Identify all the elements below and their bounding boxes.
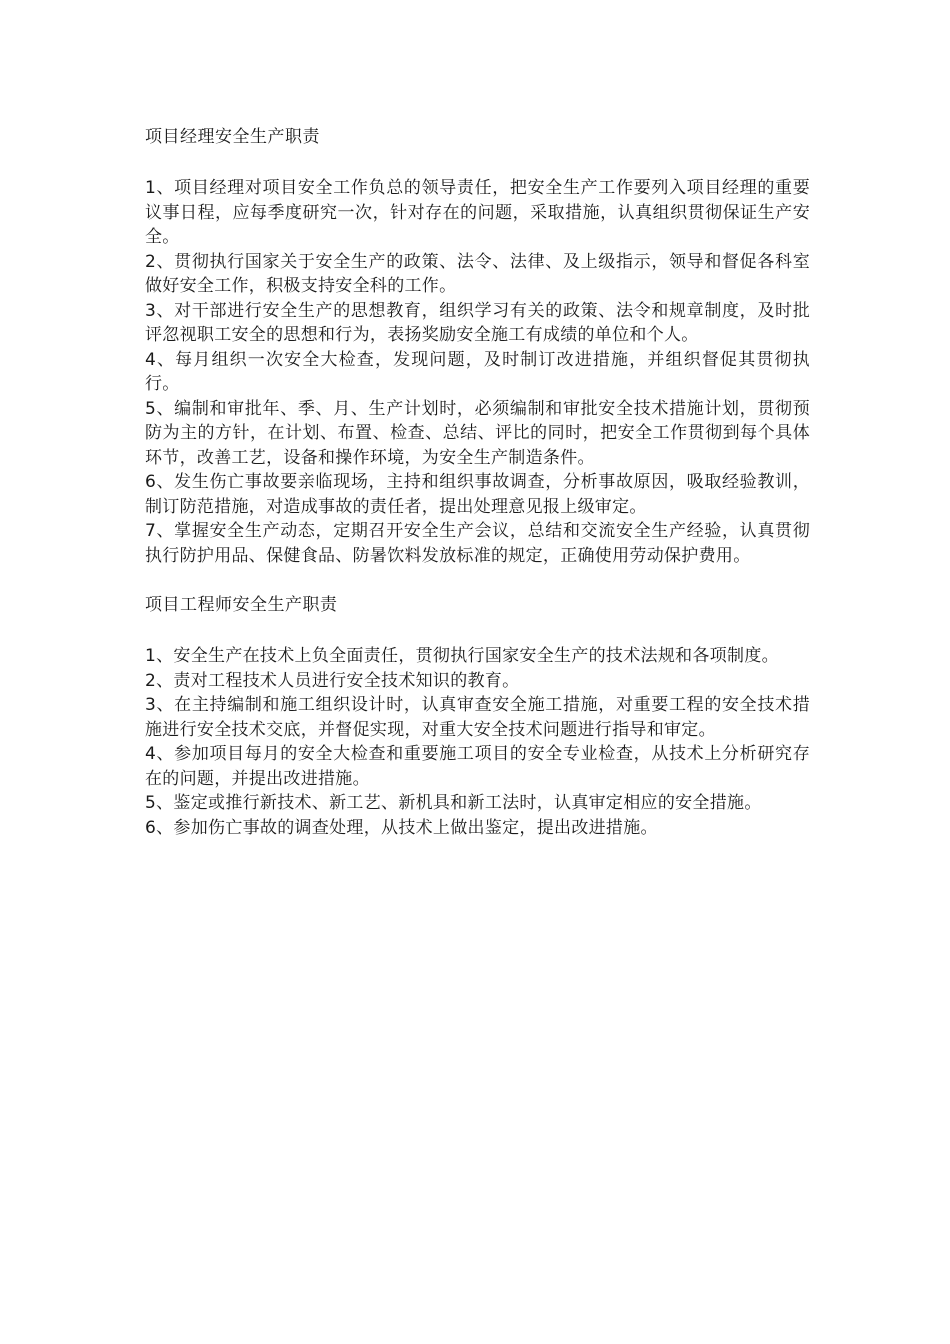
section-title: 项目工程师安全生产职责: [145, 595, 338, 615]
paragraph-item: 1、安全生产在技术上负全面责任，贯彻执行国家安全生产的技术法规和各项制度。: [145, 646, 779, 666]
paragraph-item: 4、参加项目每月的安全大检查和重要施工项目的安全专业检查，从技术上分析研究存在的问题，并提出改进措施。: [145, 744, 810, 789]
paragraph-item: 5、编制和审批年、季、月、生产计划时，必须编制和审批安全技术措施计划，贯彻预防为主的方针，在计划、布置、检查、总结、评比的同时，把安全工作贯彻到每个具体环节，改善工艺，设备和操作环境，为安全生产制造条件。: [145, 398, 810, 468]
paragraph-item: 1、项目经理对项目安全工作负总的领导责任，把安全生产工作要列入项目经理的重要议事日程，应每季度研究一次，针对存在的问题，采取措施，认真组织贯彻保证生产安全。: [145, 178, 810, 247]
paragraph-item: 3、在主持编制和施工组织设计时，认真审查安全施工措施，对重要工程的安全技术措施进行安全技术交底，并督促实现，对重大安全技术问题进行指导和审定。: [145, 695, 810, 740]
paragraph-item: 6、参加伤亡事故的调查处理，从技术上做出鉴定，提出改进措施。: [145, 817, 658, 838]
paragraph-item: 3、对干部进行安全生产的思想教育，组织学习有关的政策、法令和规章制度，及时批评忽视职工安全的思想和行为，表扬奖励安全施工有成绩的单位和个人。: [145, 300, 810, 345]
document-page: [145, 124, 810, 840]
paragraph-item: 6、发生伤亡事故要亲临现场，主持和组织事故调查，分析事故原因，吸取经验教训，制订防范措施，对造成事故的责任者，提出处理意见报上级审定。: [145, 472, 810, 517]
paragraph-item: 7、掌握安全生产动态，定期召开安全生产会议，总结和交流安全生产经验，认真贯彻执行防护用品、保健食品、防暑饮料发放标准的规定，正确使用劳动保护费用。: [145, 521, 810, 566]
paragraph-item: 2、贯彻执行国家关于安全生产的政策、法令、法律、及上级指示，领导和督促各科室做好安全工作，积极支持安全科的工作。: [145, 251, 810, 296]
paragraph-item: 4、每月组织一次安全大检查，发现问题，及时制订改进措施，并组织督促其贯彻执行。: [145, 349, 810, 394]
paragraph-item: 5、鉴定或推行新技术、新工艺、新机具和新工法时，认真审定相应的安全措施。: [145, 793, 762, 813]
section-project-engineer: [145, 592, 810, 840]
section-title: 项目经理安全生产职责: [145, 127, 320, 147]
section-project-manager: [145, 124, 810, 568]
paragraph-item: 2、责对工程技术人员进行安全技术知识的教育。: [145, 670, 520, 691]
